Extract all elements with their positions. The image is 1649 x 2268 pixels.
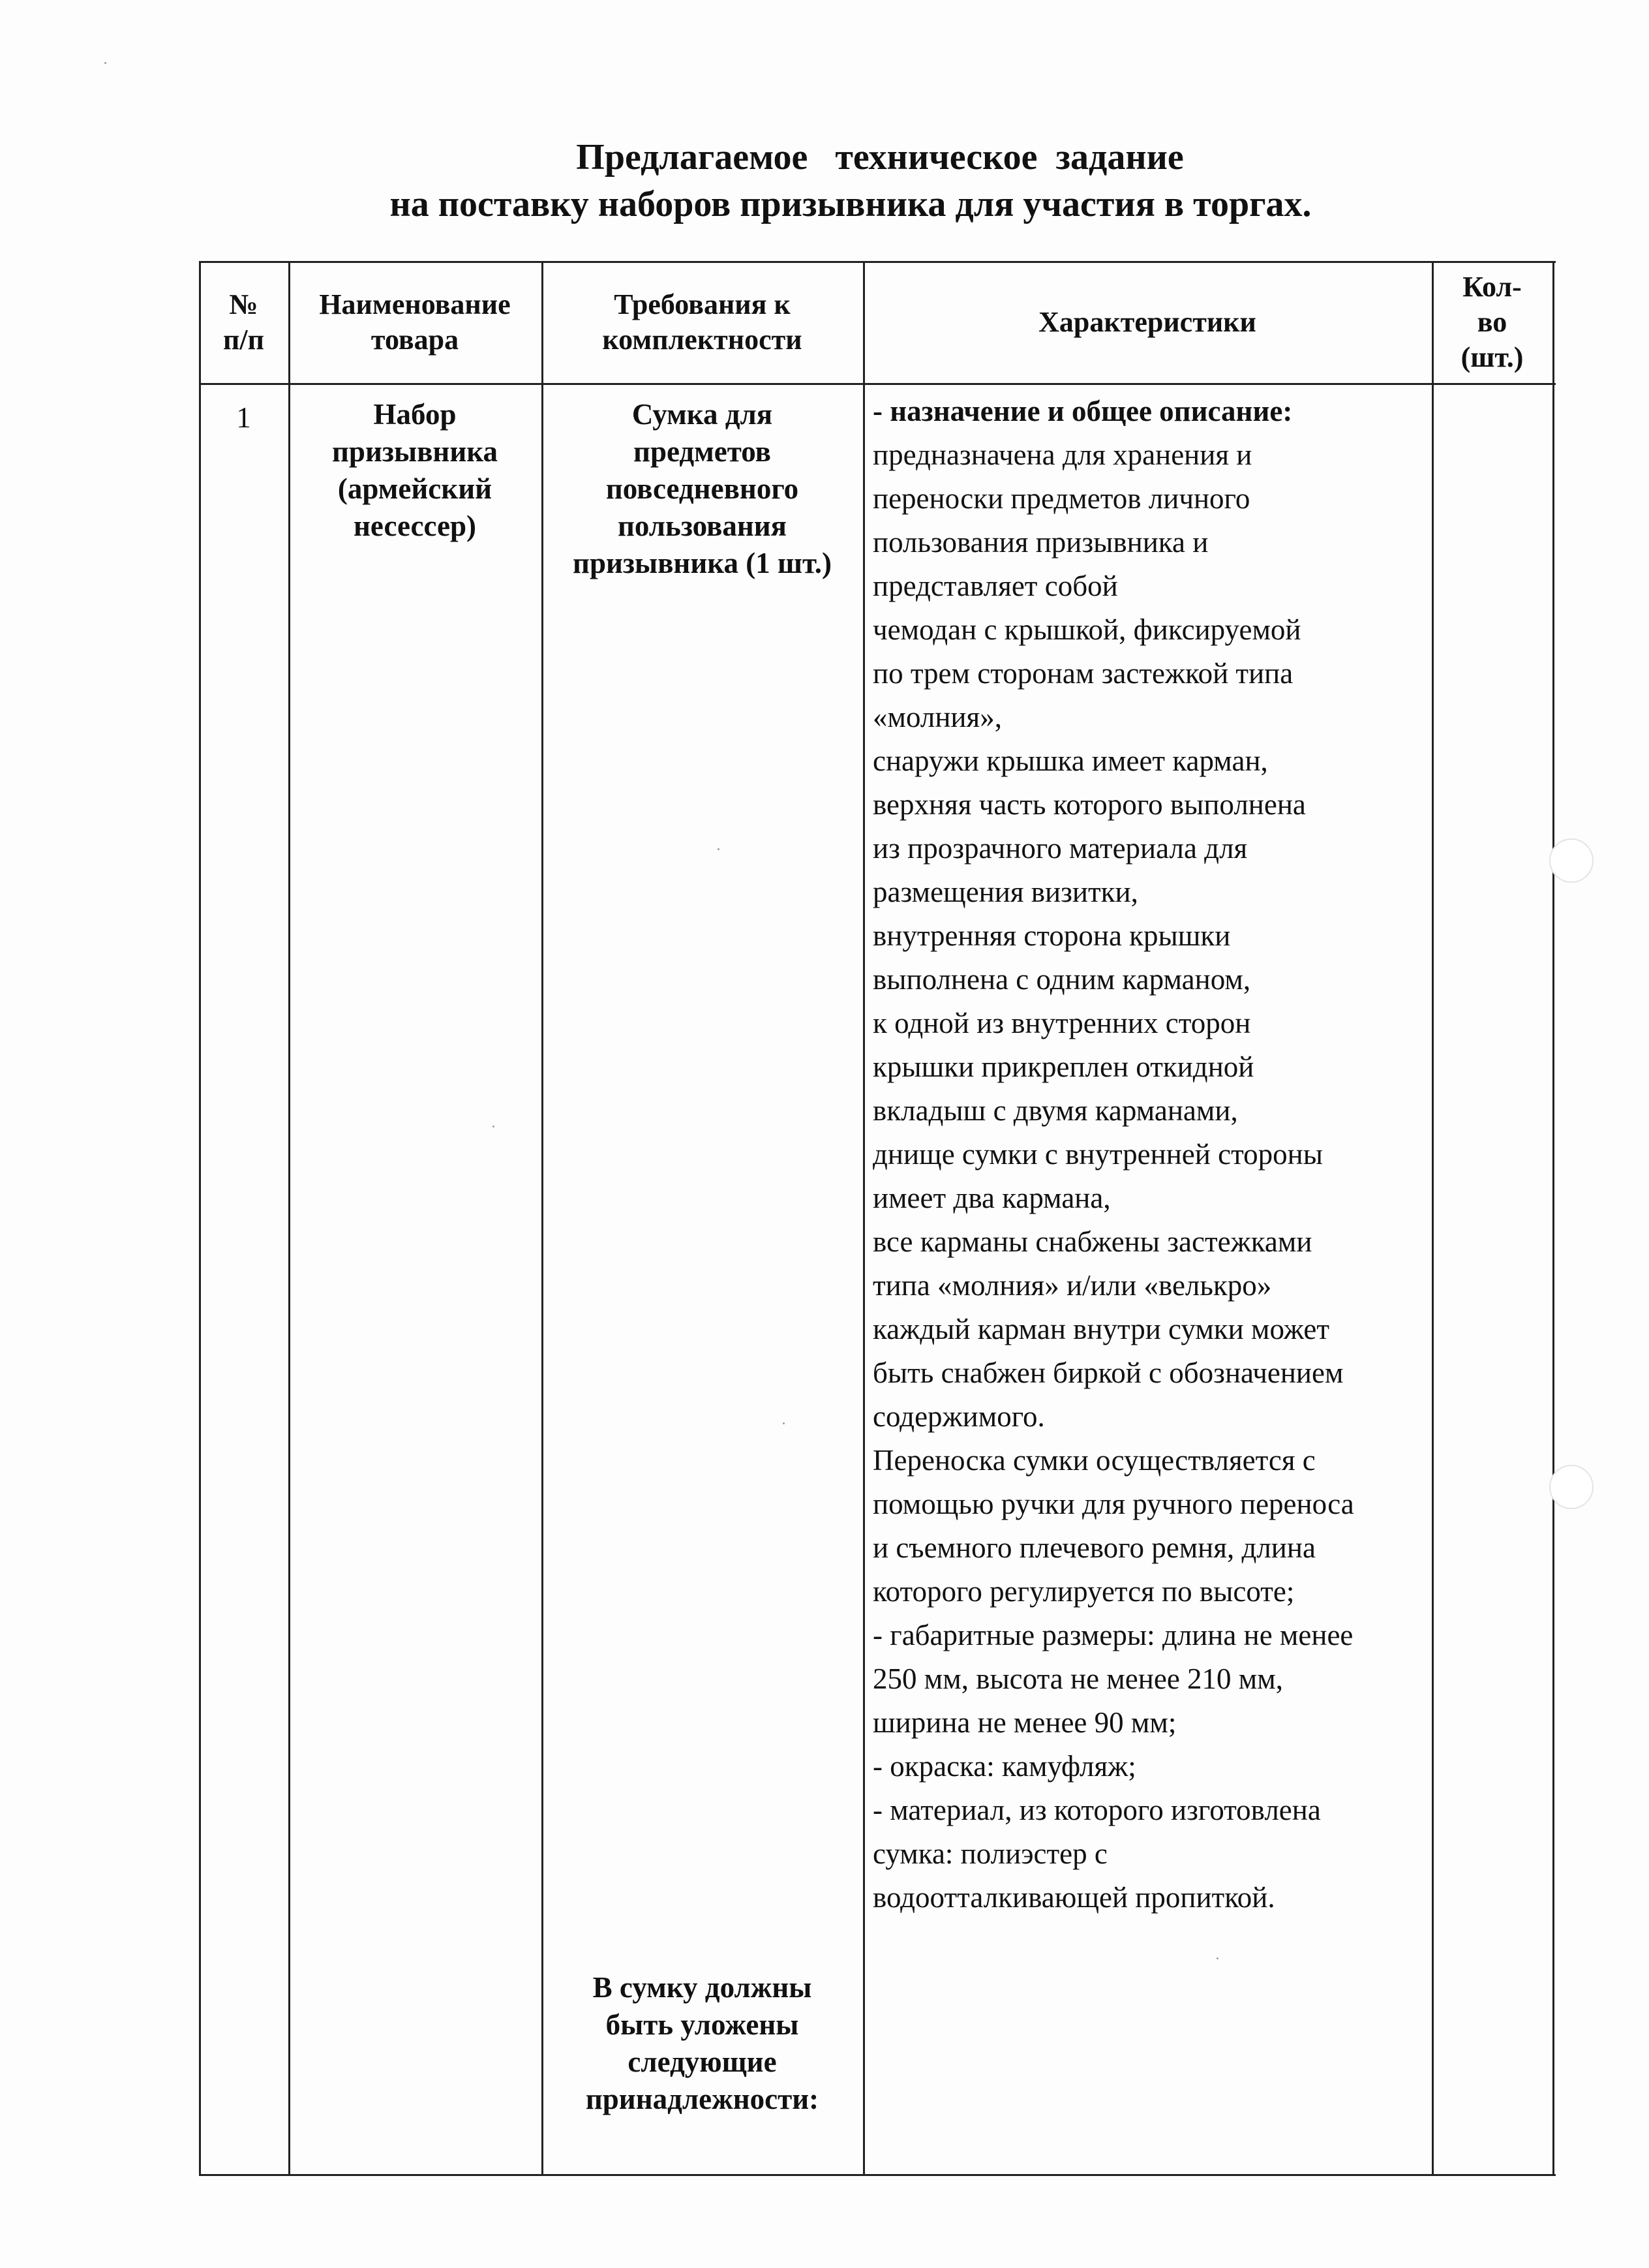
- characteristics-line: Переноска сумки осуществляется с: [873, 1444, 1316, 1477]
- characteristics-line: верхняя часть которого выполнена: [873, 788, 1306, 821]
- characteristics-line: «молния»,: [873, 701, 1002, 733]
- header-text: товара: [371, 323, 459, 356]
- requirement-line: Сумка для: [631, 398, 773, 431]
- header-text: №: [229, 288, 258, 320]
- header-text: комплектности: [602, 323, 802, 356]
- header-separator: [199, 383, 1556, 385]
- characteristics-line: - материал, из которого изготовлена: [873, 1794, 1321, 1826]
- scan-speck: [1217, 1957, 1218, 1959]
- column-divider: [863, 261, 865, 2176]
- requirement-line: В сумку должны: [592, 1971, 812, 2004]
- characteristics-line: ширина не менее 90 мм;: [873, 1706, 1177, 1739]
- characteristics-line: пользования призывника и: [873, 526, 1209, 559]
- characteristics-line: содержимого.: [873, 1400, 1045, 1433]
- characteristics-line: снаружи крышка имеет карман,: [873, 744, 1268, 777]
- header-number: [199, 261, 288, 383]
- requirement-line: призывника (1 шт.): [573, 547, 832, 579]
- column-divider: [199, 261, 201, 2176]
- product-name-line: Набор: [373, 398, 457, 431]
- characteristics-line: внутренняя сторона крышки: [873, 919, 1231, 952]
- header-characteristics: [863, 261, 1432, 383]
- characteristics-line: предназначена для хранения и: [873, 438, 1252, 471]
- header-text: п/п: [223, 323, 264, 356]
- characteristics-line: представляет собой: [873, 570, 1118, 602]
- scan-speck: [783, 1422, 785, 1424]
- characteristics-line: 250 мм, высота не менее 210 мм,: [873, 1663, 1283, 1695]
- product-name-line: призывника: [331, 435, 498, 468]
- header-quantity: [1432, 261, 1552, 383]
- characteristics-line: днище сумки с внутренней стороны: [873, 1138, 1323, 1171]
- requirement-bag: [541, 396, 863, 582]
- characteristics-line: чемодан с крышкой, фиксируемой: [873, 613, 1301, 646]
- column-divider: [1552, 261, 1554, 2176]
- header-product-name: [288, 261, 541, 383]
- title-line-2: на поставку наборов призывника для участия в торгах.: [389, 184, 1312, 224]
- scan-speck: [718, 848, 719, 850]
- characteristics-line: - габаритные размеры: длина не менее: [873, 1619, 1354, 1651]
- characteristics-line: - окраска: камуфляж;: [873, 1750, 1136, 1783]
- header-text: Кол-: [1462, 270, 1522, 303]
- characteristics-text: [873, 390, 1434, 1920]
- characteristics-line: все карманы снабжены застежками: [873, 1225, 1312, 1258]
- requirement-line: предметов: [633, 435, 771, 468]
- requirement-line: повседневного: [605, 472, 799, 505]
- characteristics-line: размещения визитки,: [873, 876, 1138, 908]
- document-title: [0, 134, 1649, 228]
- header-requirements: [541, 261, 863, 383]
- characteristics-line: сумка: полиэстер с: [873, 1837, 1108, 1870]
- header-text: Характеристики: [1038, 305, 1256, 338]
- title-line-1: Предлагаемое техническое задание: [576, 137, 1184, 177]
- header-text: Требования к: [614, 288, 791, 320]
- header-text: во: [1477, 305, 1507, 338]
- requirement-contents: [541, 1969, 863, 2118]
- header-text: (шт.): [1460, 341, 1524, 373]
- characteristics-line: имеет два кармана,: [873, 1182, 1111, 1214]
- requirement-line: принадлежности:: [585, 2083, 819, 2115]
- characteristics-line: переноски предметов личного: [873, 482, 1250, 515]
- characteristics-line: вкладыш с двумя карманами,: [873, 1094, 1238, 1127]
- table-border-bottom: [199, 2174, 1556, 2176]
- specification-table: [199, 261, 1556, 2176]
- punch-hole-mark: [1549, 1465, 1594, 1509]
- characteristics-line: каждый карман внутри сумки может: [873, 1313, 1329, 1345]
- product-name-line: несессер): [354, 510, 476, 542]
- characteristics-line: по трем сторонам застежкой типа: [873, 657, 1293, 690]
- characteristics-line: и съемного плечевого ремня, длина: [873, 1531, 1316, 1564]
- product-name-line: (армейский: [337, 472, 492, 505]
- requirement-line: пользования: [617, 510, 787, 542]
- requirement-line: быть уложены: [605, 2008, 799, 2041]
- characteristics-line: водоотталкивающей пропиткой.: [873, 1881, 1275, 1914]
- header-text: Наименование: [319, 288, 511, 320]
- characteristics-line: крышки прикреплен откидной: [873, 1050, 1254, 1083]
- characteristics-line: выполнена с одним карманом,: [873, 963, 1251, 996]
- punch-hole-mark: [1549, 838, 1594, 883]
- requirement-line: следующие: [628, 2046, 777, 2078]
- column-divider: [288, 261, 290, 2176]
- characteristics-line: быть снабжен биркой с обозначением: [873, 1356, 1344, 1389]
- scan-speck: [104, 62, 106, 64]
- product-name: [288, 396, 541, 545]
- characteristics-line: типа «молния» и/или «велькро»: [873, 1269, 1272, 1302]
- characteristics-line: из прозрачного материала для: [873, 832, 1248, 865]
- scan-speck: [492, 1126, 494, 1127]
- row-number: 1: [236, 401, 251, 434]
- characteristics-line: к одной из внутренних сторон: [873, 1007, 1251, 1039]
- characteristics-line: которого регулируется по высоте;: [873, 1575, 1295, 1608]
- characteristics-line: помощью ручки для ручного переноса: [873, 1488, 1354, 1520]
- characteristics-line: - назначение и общее описание:: [873, 395, 1293, 427]
